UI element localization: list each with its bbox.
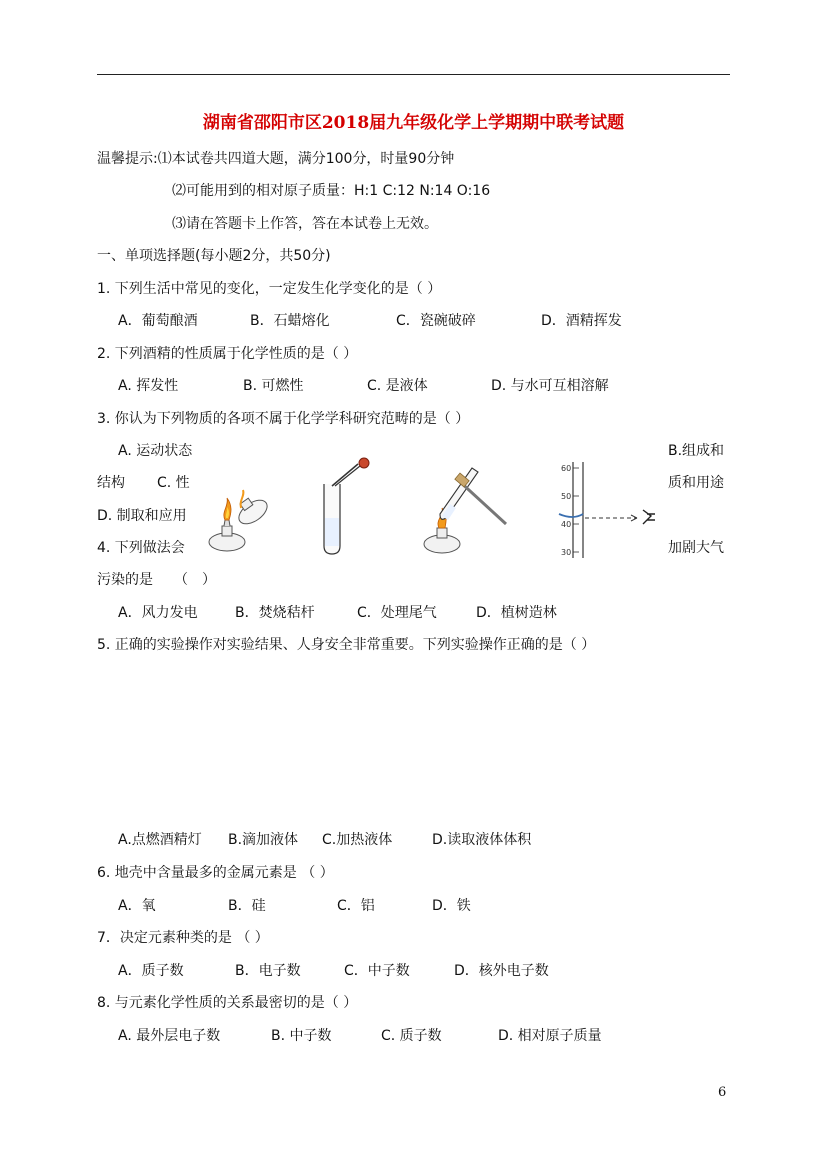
exam-title: 湖南省邵阳市区2018届九年级化学上学期期中联考试题: [202, 113, 625, 133]
question-2-option-d: D. 与水可互相溶解: [491, 378, 609, 394]
question-1-stem: 1. 下列生活中常见的变化，一定发生化学变化的是（ ）: [97, 281, 442, 297]
question-6-option-d: D．铁: [432, 898, 471, 914]
question-7-option-c: C．中子数: [344, 963, 410, 979]
question-8-option-a: A. 最外层电子数: [118, 1028, 221, 1044]
question-1-option-b: B．石蜡熔化: [250, 313, 330, 329]
question-1-option-a: A．葡萄酿酒: [118, 313, 198, 329]
question-5-option-c: C.加热液体: [322, 832, 393, 848]
question-4-option-a: A．风力发电: [118, 605, 198, 621]
question-7-option-a: A．质子数: [118, 963, 184, 979]
figure-d-graduated-cylinder: [555, 458, 665, 560]
cylinder-tick-40: 40: [561, 520, 572, 529]
question-3-stem: 3. 你认为下列物质的各项不属于化学学科研究范畴的是（ ）: [97, 411, 470, 427]
cylinder-tick-60: 60: [561, 464, 572, 473]
question-8-option-b: B. 中子数: [271, 1028, 332, 1044]
question-1-option-d: D．酒精挥发: [541, 313, 622, 329]
figure-b-dropper-test-tube: [318, 458, 374, 556]
question-7-option-d: D．核外电子数: [454, 963, 549, 979]
question-3-option-c: C. 性: [157, 475, 190, 491]
question-5-option-b: B.滴加液体: [228, 832, 299, 848]
question-2-option-a: A. 挥发性: [118, 378, 179, 394]
question-6-stem: 6. 地壳中含量最多的金属元素是 （ ）: [97, 865, 334, 881]
page-number: 6: [718, 1085, 727, 1100]
question-3-option-b: B.组成和: [668, 443, 725, 459]
figure-c-heating-test-tube: [420, 458, 510, 556]
question-7-option-b: B．电子数: [235, 963, 301, 979]
question-3-option-c-cont: 质和用途: [668, 475, 724, 491]
question-6-option-b: B．硅: [228, 898, 266, 914]
notice-line-3: ⑶请在答题卡上作答，答在本试卷上无效。: [172, 216, 438, 232]
question-3-option-b-cont: 结构: [97, 475, 125, 491]
question-3-option-a: A. 运动状态: [118, 443, 193, 459]
question-4-stem-end: 污染的是 （ ）: [97, 572, 216, 588]
question-2-option-b: B. 可燃性: [243, 378, 304, 394]
question-2-stem: 2. 下列酒精的性质属于化学性质的是（ ）: [97, 346, 358, 362]
header-rule: [97, 74, 730, 75]
figure-a-alcohol-lamps: [205, 480, 275, 556]
question-3-option-d: D. 制取和应用: [97, 508, 187, 524]
question-8-option-d: D. 相对原子质量: [498, 1028, 602, 1044]
question-4-option-c: C．处理尾气: [357, 605, 437, 621]
question-4-stem: 4. 下列做法会: [97, 540, 185, 556]
question-5-option-d: D.读取液体体积: [432, 832, 532, 848]
cylinder-tick-50: 50: [561, 492, 572, 501]
question-4-option-d: D．植树造林: [476, 605, 557, 621]
question-8-stem: 8. 与元素化学性质的关系最密切的是（ ）: [97, 995, 358, 1011]
question-7-stem: 7．决定元素种类的是 （ ）: [97, 930, 269, 946]
question-2-option-c: C. 是液体: [367, 378, 428, 394]
question-8-option-c: C. 质子数: [381, 1028, 442, 1044]
notice-line-2: ⑵可能用到的相对原子质量：H:1 C:12 N:14 O:16: [172, 183, 491, 199]
question-5-option-a: A.点燃酒精灯: [118, 832, 202, 848]
question-4-option-b: B．焚烧秸杆: [235, 605, 315, 621]
section-heading: 一、单项选择题(每小题2分，共50分): [97, 248, 331, 264]
question-6-option-a: A．氧: [118, 898, 156, 914]
question-1-option-c: C．瓷碗破碎: [396, 313, 476, 329]
question-5-stem: 5. 正确的实验操作对实验结果、人身安全非常重要。下列实验操作正确的是（ ）: [97, 637, 596, 653]
notice-line-1: 温馨提示:⑴本试卷共四道大题，满分100分，时量90分钟: [97, 151, 455, 167]
question-6-option-c: C．铝: [337, 898, 375, 914]
cylinder-tick-30: 30: [561, 548, 572, 557]
question-4-stem-cont: 加剧大气: [668, 540, 724, 556]
